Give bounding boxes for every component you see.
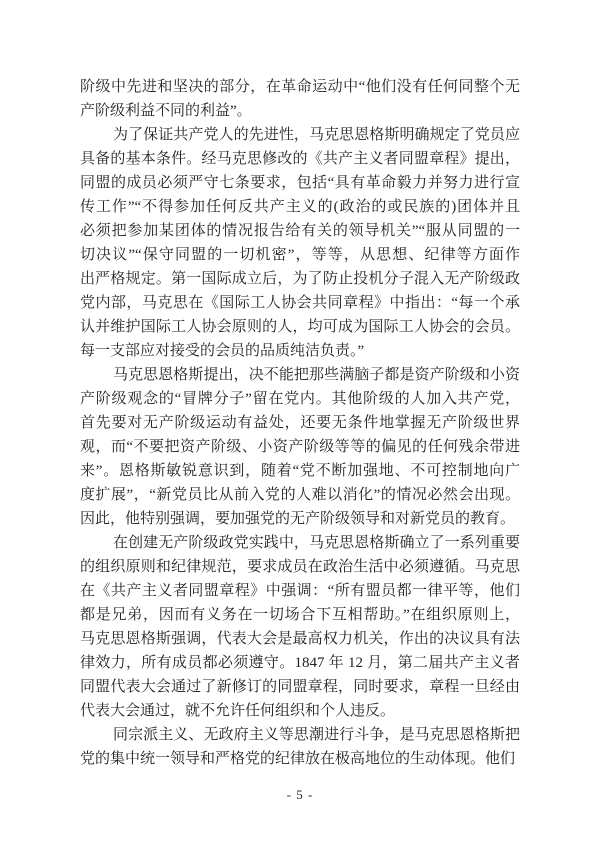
text-line-p3-l5: 来”。恩格斯敏锐意识到，随着“党不断加强地、不可控制地向广 bbox=[80, 463, 520, 479]
text-line-p4-l6: 律效力，所有成员都必须遵守。1847 年 12 月，第二届共产主义者 bbox=[80, 655, 520, 671]
text-line-p2-l6: 切决议”“保守同盟的一切机密”，等等，从思想、纪律等方面作 bbox=[80, 247, 520, 263]
text-line-p5-l2: 党的集中统一领导和严格党的纪律放在极高地位的生动体现。他们 bbox=[80, 751, 516, 767]
text-line-p5-l1: 同宗派主义、无政府主义等思潮进行斗争，是马克思恩格斯把 bbox=[113, 727, 520, 743]
text-line-p4-l5: 马克思恩格斯强调，代表大会是最高权力机关，作出的决议具有法 bbox=[80, 631, 520, 647]
text-line-p3-l1: 马克思恩格斯提出，决不能把那些满脑子都是资产阶级和小资 bbox=[113, 367, 520, 383]
text-line-p2-l2: 具备的基本条件。经马克思修改的《共产主义者同盟章程》提出， bbox=[80, 151, 520, 167]
text-line-p3-l4: 观，而“不要把资产阶级、小资产阶级等等的偏见的任何残余带进 bbox=[80, 439, 520, 455]
text-line-p2-l1: 为了保证共产党人的先进性，马克思恩格斯明确规定了党员应 bbox=[113, 127, 520, 143]
text-line-p2-l10: 每一支部应对接受的会员的品质纯洁负责。” bbox=[80, 343, 365, 359]
text-line-p4-l1: 在创建无产阶级政党实践中，马克思恩格斯确立了一系列重要 bbox=[113, 535, 520, 551]
text-line-p1-l2: 产阶级利益不同的利益”。 bbox=[80, 103, 252, 119]
text-line-p2-l7: 出严格规定。第一国际成立后，为了防止投机分子混入无产阶级政 bbox=[80, 271, 520, 287]
page-number: - 5 - bbox=[286, 787, 314, 802]
text-line-p4-l4: 都是兄弟，因而有义务在一切场合下互相帮助。”在组织原则上， bbox=[80, 607, 520, 623]
text-line-p1-l1: 阶级中先进和坚决的部分，在革命运动中“他们没有任何同整个无 bbox=[80, 79, 520, 95]
text-line-p2-l8: 党内部，马克思在《国际工人协会共同章程》中指出：“每一个承 bbox=[80, 295, 520, 311]
text-line-p2-l9: 认并维护国际工人协会原则的人，均可成为国际工人协会的会员。 bbox=[80, 319, 520, 335]
text-line-p3-l2: 产阶级观念的“冒牌分子”留在党内。其他阶级的人加入共产党， bbox=[80, 391, 520, 407]
text-line-p2-l3: 同盟的成员必须严守七条要求，包括“具有革命毅力并努力进行宣 bbox=[80, 175, 520, 191]
text-line-p2-l4: 传工作”“不得参加任何反共产主义的(政治的或民族的)团体并且 bbox=[80, 199, 520, 215]
text-line-p3-l6: 度扩展”，“新党员比从前入党的人难以消化”的情况必然会出现。 bbox=[80, 487, 520, 503]
text-line-p4-l8: 代表大会通过，就不允许任何组织和个人违反。 bbox=[80, 703, 396, 719]
body-text bbox=[80, 75, 520, 771]
text-line-p3-l3: 首先要对无产阶级运动有益处，还要无条件地掌握无产阶级世界 bbox=[80, 415, 520, 431]
text-line-p3-l7: 因此，他特别强调，要加强党的无产阶级领导和对新党员的教育。 bbox=[80, 511, 516, 527]
text-line-p2-l5: 必须把参加某团体的情况报告给有关的领导机关”“服从同盟的一 bbox=[80, 223, 520, 239]
text-line-p4-l7: 同盟代表大会通过了新修订的同盟章程，同时要求，章程一旦经由 bbox=[80, 679, 520, 695]
text-line-p4-l3: 在《共产主义者同盟章程》中强调：“所有盟员都一律平等，他们 bbox=[80, 583, 520, 599]
text-line-p4-l2: 的组织原则和纪律规范，要求成员在政治生活中必须遵循。马克思 bbox=[80, 559, 520, 575]
